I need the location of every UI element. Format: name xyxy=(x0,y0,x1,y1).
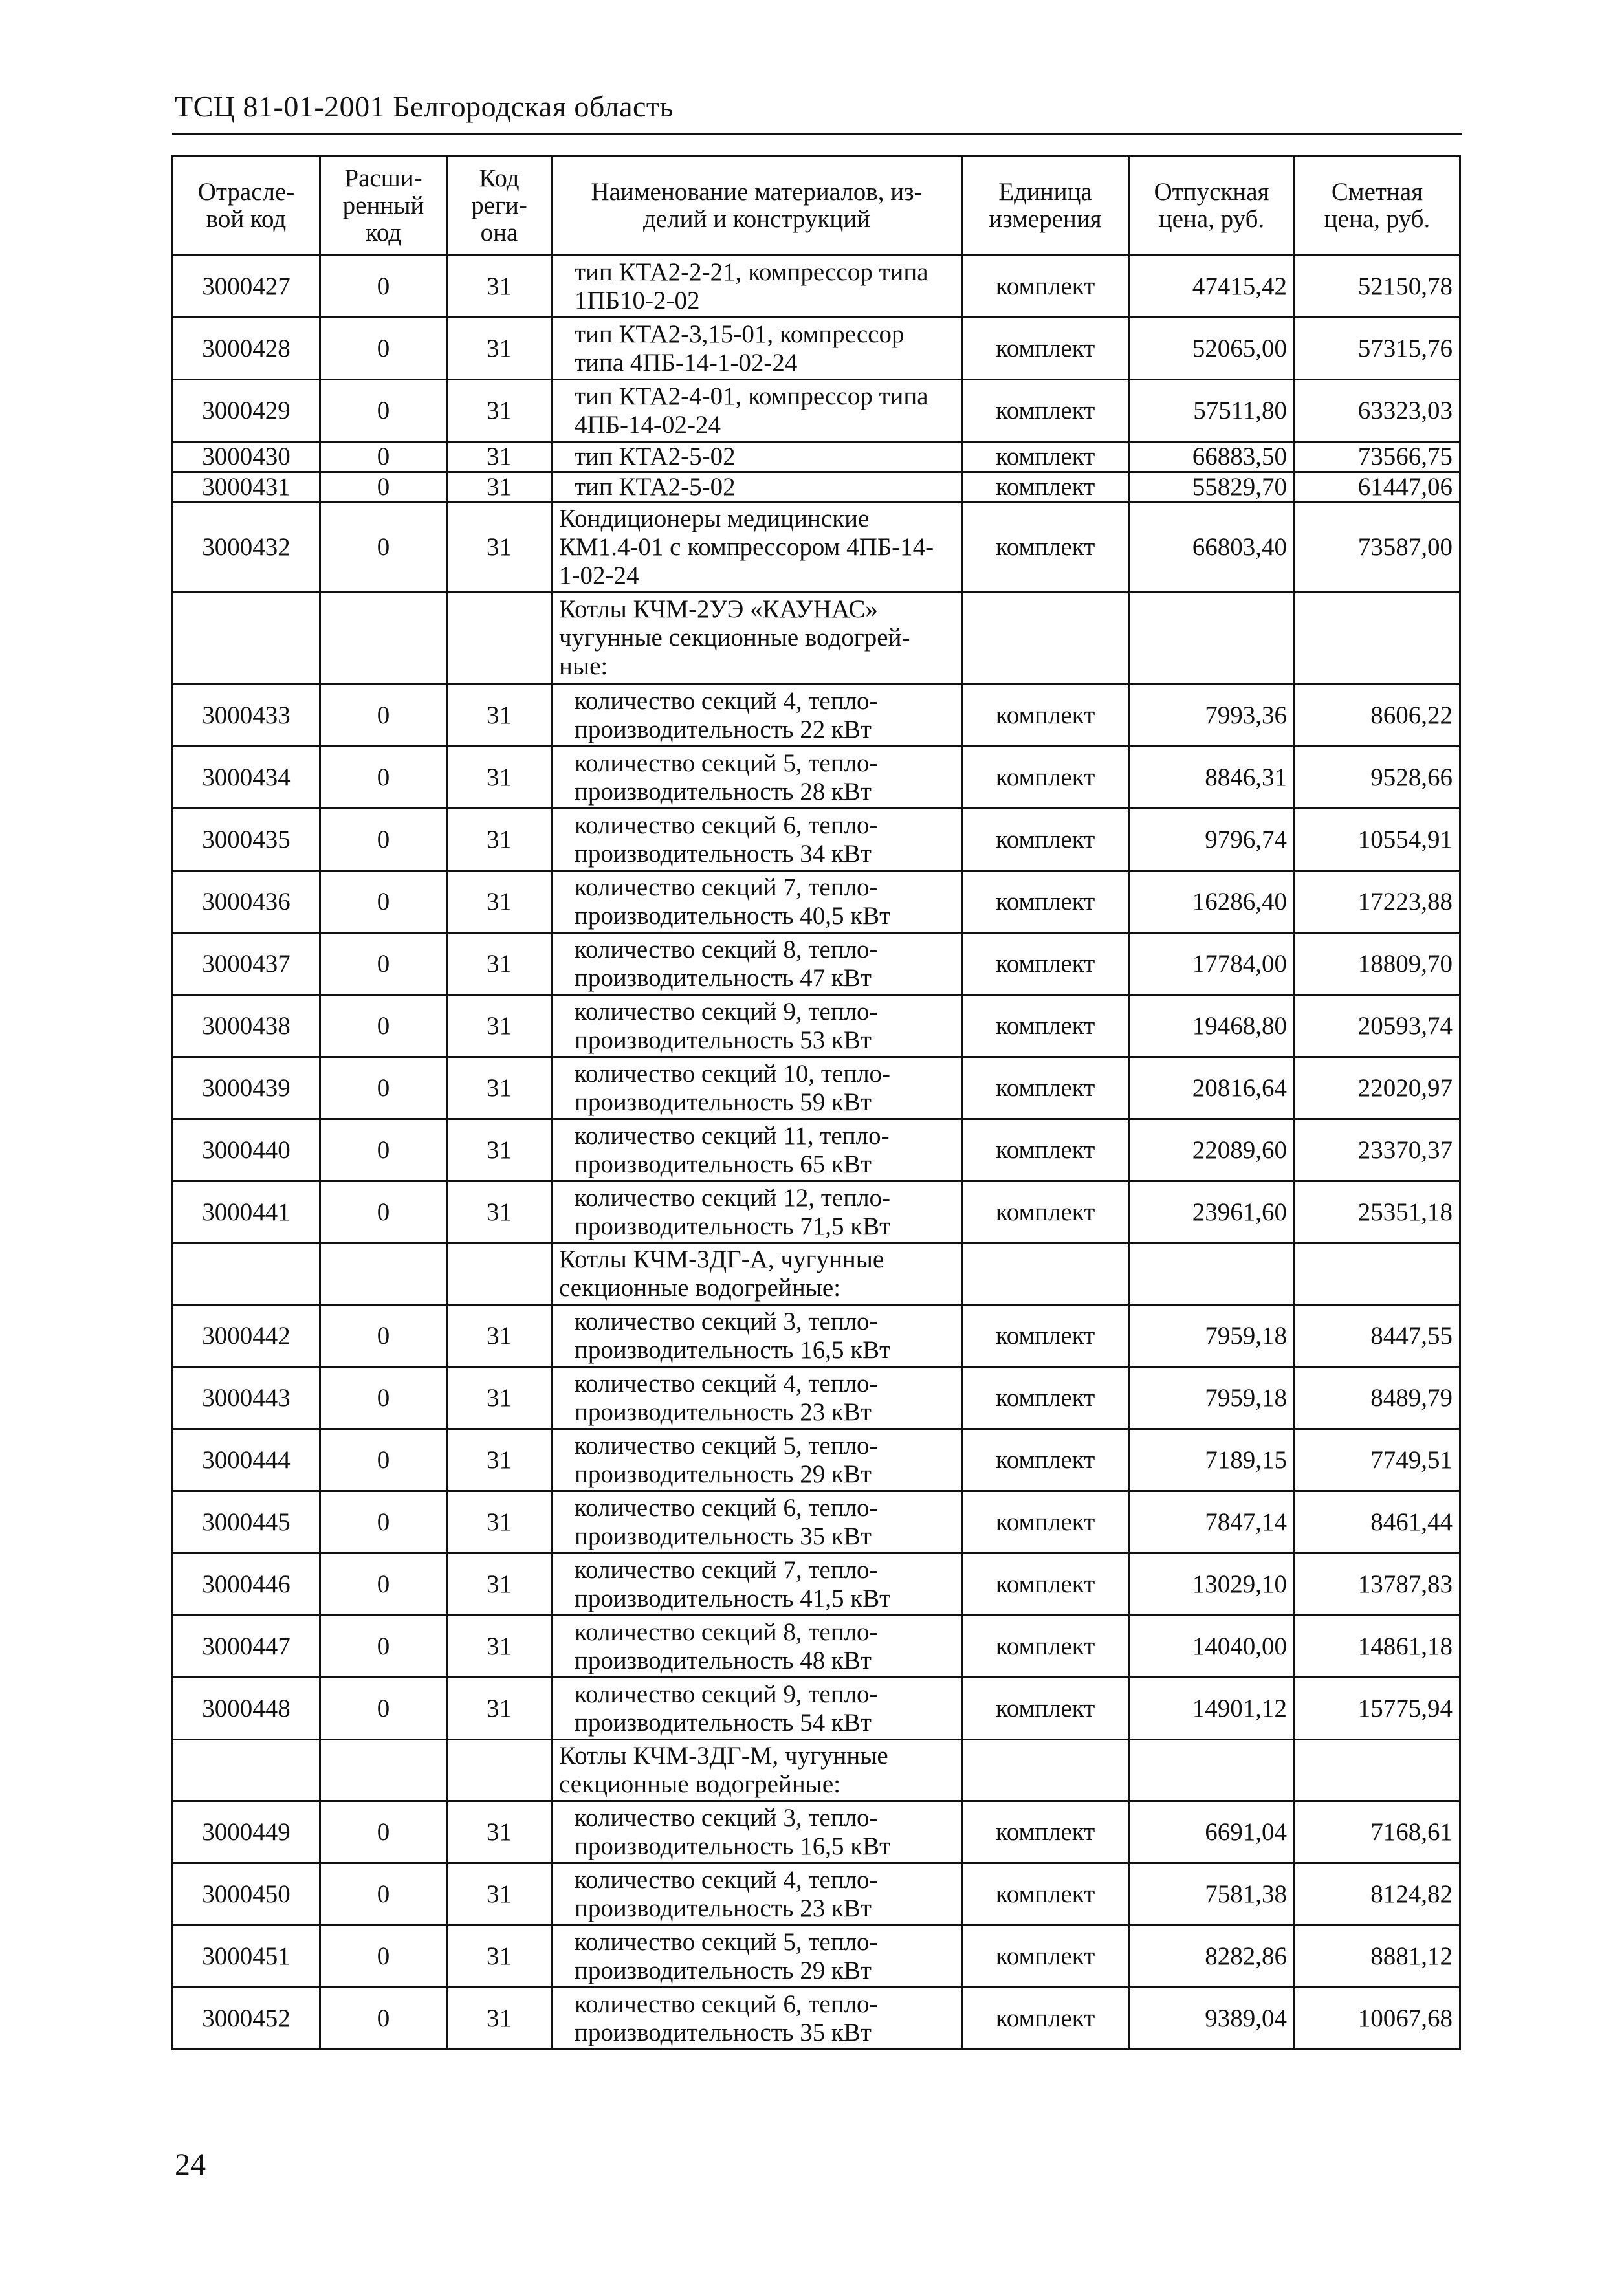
cell-extended-code: 0 xyxy=(320,442,447,472)
cell-name: тип КТА2-5-02 xyxy=(552,472,962,503)
cell-estimate-price: 73566,75 xyxy=(1295,442,1460,472)
cell-release-price: 22089,60 xyxy=(1129,1119,1295,1181)
cell-region-code: 31 xyxy=(447,995,552,1057)
cell-name: тип КТА2-4-01, компрессор типа 4ПБ-14-02-24 xyxy=(552,380,962,442)
table-row xyxy=(173,747,1460,809)
cell-release-price: 13029,10 xyxy=(1129,1553,1295,1616)
table-row xyxy=(173,1181,1460,1244)
cell-release-price: 23961,60 xyxy=(1129,1181,1295,1244)
cell-extended-code: 0 xyxy=(320,747,447,809)
cell-release-price: 19468,80 xyxy=(1129,995,1295,1057)
cell-estimate-price: 23370,37 xyxy=(1295,1119,1460,1181)
cell-extended-code: 0 xyxy=(320,1863,447,1925)
table-group-row xyxy=(173,1740,1460,1801)
cell-region-code xyxy=(447,1244,552,1305)
cell-estimate-price: 10554,91 xyxy=(1295,809,1460,871)
cell-industry-code xyxy=(173,1740,320,1801)
table-row xyxy=(173,1801,1460,1863)
cell-release-price: 52065,00 xyxy=(1129,318,1295,380)
cell-name: количество секций 6, тепло-производительность 35 кВт xyxy=(552,1988,962,2050)
cell-region-code: 31 xyxy=(447,685,552,747)
cell-industry-code xyxy=(173,1244,320,1305)
cell-name: количество секций 10, тепло-производительность 59 кВт xyxy=(552,1057,962,1119)
cell-release-price xyxy=(1129,592,1295,685)
table-row xyxy=(173,1925,1460,1988)
cell-region-code: 31 xyxy=(447,933,552,995)
cell-extended-code: 0 xyxy=(320,1801,447,1863)
cell-extended-code xyxy=(320,592,447,685)
cell-extended-code: 0 xyxy=(320,995,447,1057)
cell-estimate-price: 57315,76 xyxy=(1295,318,1460,380)
table-row xyxy=(173,995,1460,1057)
cell-industry-code: 3000445 xyxy=(173,1491,320,1553)
cell-unit: комплект xyxy=(962,1491,1129,1553)
cell-estimate-price xyxy=(1295,1740,1460,1801)
cell-name: количество секций 11, тепло-производительность 65 кВт xyxy=(552,1119,962,1181)
cell-release-price: 9389,04 xyxy=(1129,1988,1295,2050)
cell-region-code: 31 xyxy=(447,1429,552,1491)
cell-extended-code: 0 xyxy=(320,1181,447,1244)
cell-estimate-price: 14861,18 xyxy=(1295,1616,1460,1678)
cell-region-code: 31 xyxy=(447,1616,552,1678)
cell-extended-code: 0 xyxy=(320,1057,447,1119)
table-row xyxy=(173,1553,1460,1616)
cell-region-code: 31 xyxy=(447,871,552,933)
cell-region-code: 31 xyxy=(447,747,552,809)
cell-release-price: 7959,18 xyxy=(1129,1305,1295,1367)
cell-estimate-price: 22020,97 xyxy=(1295,1057,1460,1119)
cell-release-price: 14901,12 xyxy=(1129,1678,1295,1740)
cell-release-price: 8282,86 xyxy=(1129,1925,1295,1988)
cell-industry-code: 3000448 xyxy=(173,1678,320,1740)
cell-estimate-price: 63323,03 xyxy=(1295,380,1460,442)
cell-region-code: 31 xyxy=(447,472,552,503)
cell-unit: комплект xyxy=(962,1863,1129,1925)
cell-estimate-price: 7749,51 xyxy=(1295,1429,1460,1491)
cell-region-code: 31 xyxy=(447,1057,552,1119)
cell-estimate-price: 73587,00 xyxy=(1295,503,1460,592)
cell-extended-code: 0 xyxy=(320,380,447,442)
column-header-estimate-price: Сметная цена, руб. xyxy=(1295,157,1460,256)
cell-region-code: 31 xyxy=(447,503,552,592)
cell-name: количество секций 9, тепло-производительность 53 кВт xyxy=(552,995,962,1057)
cell-extended-code: 0 xyxy=(320,503,447,592)
cell-name: тип КТА2-5-02 xyxy=(552,442,962,472)
cell-unit xyxy=(962,1244,1129,1305)
cell-release-price: 7993,36 xyxy=(1129,685,1295,747)
cell-industry-code: 3000440 xyxy=(173,1119,320,1181)
cell-extended-code: 0 xyxy=(320,1305,447,1367)
table-row xyxy=(173,1367,1460,1429)
cell-extended-code xyxy=(320,1740,447,1801)
cell-industry-code: 3000433 xyxy=(173,685,320,747)
cell-extended-code: 0 xyxy=(320,1119,447,1181)
cell-unit: комплект xyxy=(962,1925,1129,1988)
cell-unit: комплект xyxy=(962,1119,1129,1181)
cell-release-price: 66803,40 xyxy=(1129,503,1295,592)
table-group-row xyxy=(173,1244,1460,1305)
cell-region-code: 31 xyxy=(447,1988,552,2050)
cell-unit: комплект xyxy=(962,1988,1129,2050)
cell-unit: комплект xyxy=(962,256,1129,318)
cell-industry-code: 3000449 xyxy=(173,1801,320,1863)
cell-region-code: 31 xyxy=(447,1925,552,1988)
table-row xyxy=(173,1616,1460,1678)
cell-extended-code: 0 xyxy=(320,1367,447,1429)
cell-unit: комплект xyxy=(962,747,1129,809)
cell-region-code: 31 xyxy=(447,1678,552,1740)
column-header-unit: Единица измерения xyxy=(962,157,1129,256)
column-header-region-code: Код реги- она xyxy=(447,157,552,256)
cell-unit: комплект xyxy=(962,472,1129,503)
cell-release-price: 20816,64 xyxy=(1129,1057,1295,1119)
cell-unit: комплект xyxy=(962,318,1129,380)
cell-unit: комплект xyxy=(962,809,1129,871)
cell-estimate-price: 17223,88 xyxy=(1295,871,1460,933)
table-row xyxy=(173,809,1460,871)
cell-estimate-price: 10067,68 xyxy=(1295,1988,1460,2050)
table-row xyxy=(173,1988,1460,2050)
cell-name: Котлы КЧМ-3ДГ-М, чугунные секционные водогрейные: xyxy=(552,1740,962,1801)
cell-release-price xyxy=(1129,1740,1295,1801)
table-row xyxy=(173,380,1460,442)
cell-extended-code: 0 xyxy=(320,809,447,871)
cell-name: количество секций 9, тепло-производительность 54 кВт xyxy=(552,1678,962,1740)
cell-industry-code: 3000441 xyxy=(173,1181,320,1244)
cell-industry-code: 3000432 xyxy=(173,503,320,592)
cell-release-price: 57511,80 xyxy=(1129,380,1295,442)
cell-region-code: 31 xyxy=(447,256,552,318)
cell-name: количество секций 6, тепло-производительность 34 кВт xyxy=(552,809,962,871)
cell-extended-code: 0 xyxy=(320,1553,447,1616)
cell-name: количество секций 8, тепло-производительность 48 кВт xyxy=(552,1616,962,1678)
cell-name: количество секций 4, тепло-производительность 23 кВт xyxy=(552,1367,962,1429)
cell-release-price: 9796,74 xyxy=(1129,809,1295,871)
cell-estimate-price: 8447,55 xyxy=(1295,1305,1460,1367)
table-row xyxy=(173,472,1460,503)
cell-estimate-price: 9528,66 xyxy=(1295,747,1460,809)
cell-estimate-price: 8606,22 xyxy=(1295,685,1460,747)
cell-industry-code: 3000434 xyxy=(173,747,320,809)
header-rule xyxy=(172,133,1462,135)
cell-name: тип КТА2-2-21, компрессор типа 1ПБ10-2-02 xyxy=(552,256,962,318)
cell-name: Котлы КЧМ-2УЭ «КАУНАС» чугунные секционные водогрей-ные: xyxy=(552,592,962,685)
cell-release-price: 7581,38 xyxy=(1129,1863,1295,1925)
cell-unit xyxy=(962,592,1129,685)
cell-name: количество секций 4, тепло-производительность 22 кВт xyxy=(552,685,962,747)
cell-industry-code: 3000444 xyxy=(173,1429,320,1491)
cell-extended-code xyxy=(320,1244,447,1305)
cell-name: количество секций 12, тепло-производительность 71,5 кВт xyxy=(552,1181,962,1244)
cell-region-code: 31 xyxy=(447,1305,552,1367)
cell-unit: комплект xyxy=(962,380,1129,442)
cell-unit xyxy=(962,1740,1129,1801)
cell-industry-code: 3000429 xyxy=(173,380,320,442)
cell-name: количество секций 3, тепло-производительность 16,5 кВт xyxy=(552,1305,962,1367)
cell-unit: комплект xyxy=(962,442,1129,472)
cell-estimate-price: 8881,12 xyxy=(1295,1925,1460,1988)
cell-extended-code: 0 xyxy=(320,256,447,318)
cell-unit: комплект xyxy=(962,1181,1129,1244)
cell-name: Кондиционеры медицинские КМ1.4-01 с компрессором 4ПБ-14-1-02-24 xyxy=(552,503,962,592)
cell-unit: комплект xyxy=(962,1801,1129,1863)
column-header-name: Наименование материалов, из- делий и конструкций xyxy=(552,157,962,256)
cell-release-price: 7959,18 xyxy=(1129,1367,1295,1429)
cell-unit: комплект xyxy=(962,1057,1129,1119)
cell-region-code: 31 xyxy=(447,1181,552,1244)
cell-industry-code: 3000428 xyxy=(173,318,320,380)
cell-extended-code: 0 xyxy=(320,1491,447,1553)
cell-release-price: 66883,50 xyxy=(1129,442,1295,472)
cell-estimate-price: 13787,83 xyxy=(1295,1553,1460,1616)
cell-region-code: 31 xyxy=(447,380,552,442)
table-row xyxy=(173,318,1460,380)
cell-name: количество секций 7, тепло-производительность 40,5 кВт xyxy=(552,871,962,933)
cell-region-code: 31 xyxy=(447,1553,552,1616)
cell-region-code: 31 xyxy=(447,1491,552,1553)
table-row xyxy=(173,933,1460,995)
cell-unit: комплект xyxy=(962,933,1129,995)
cell-release-price: 8846,31 xyxy=(1129,747,1295,809)
cell-unit: комплект xyxy=(962,685,1129,747)
table-row xyxy=(173,685,1460,747)
cell-region-code: 31 xyxy=(447,442,552,472)
cell-estimate-price: 18809,70 xyxy=(1295,933,1460,995)
cell-name: количество секций 8, тепло-производительность 47 кВт xyxy=(552,933,962,995)
cell-unit: комплект xyxy=(962,1553,1129,1616)
table-row xyxy=(173,1429,1460,1491)
cell-extended-code: 0 xyxy=(320,1988,447,2050)
page-header-title: ТСЦ 81-01-2001 Белгородская область xyxy=(175,90,674,123)
cell-release-price: 14040,00 xyxy=(1129,1616,1295,1678)
cell-release-price: 7847,14 xyxy=(1129,1491,1295,1553)
cell-extended-code: 0 xyxy=(320,318,447,380)
cell-industry-code: 3000435 xyxy=(173,809,320,871)
cell-release-price: 17784,00 xyxy=(1129,933,1295,995)
cell-industry-code xyxy=(173,592,320,685)
cell-extended-code: 0 xyxy=(320,1678,447,1740)
cell-extended-code: 0 xyxy=(320,472,447,503)
cell-name: количество секций 5, тепло-производительность 29 кВт xyxy=(552,1925,962,1988)
cell-region-code: 31 xyxy=(447,1863,552,1925)
cell-region-code xyxy=(447,592,552,685)
table-row xyxy=(173,503,1460,592)
cell-estimate-price: 8124,82 xyxy=(1295,1863,1460,1925)
cell-extended-code: 0 xyxy=(320,1925,447,1988)
table-group-row xyxy=(173,592,1460,685)
cell-industry-code: 3000452 xyxy=(173,1988,320,2050)
cell-region-code: 31 xyxy=(447,1119,552,1181)
cell-industry-code: 3000439 xyxy=(173,1057,320,1119)
cell-region-code: 31 xyxy=(447,809,552,871)
cell-industry-code: 3000451 xyxy=(173,1925,320,1988)
cell-region-code xyxy=(447,1740,552,1801)
cell-unit: комплект xyxy=(962,503,1129,592)
cell-industry-code: 3000437 xyxy=(173,933,320,995)
cell-estimate-price: 15775,94 xyxy=(1295,1678,1460,1740)
cell-estimate-price xyxy=(1295,1244,1460,1305)
cell-region-code: 31 xyxy=(447,1367,552,1429)
table-row xyxy=(173,256,1460,318)
cell-industry-code: 3000427 xyxy=(173,256,320,318)
cell-unit: комплект xyxy=(962,1678,1129,1740)
cell-name: количество секций 6, тепло-производительность 35 кВт xyxy=(552,1491,962,1553)
cell-release-price: 7189,15 xyxy=(1129,1429,1295,1491)
column-header-release-price: Отпускная цена, руб. xyxy=(1129,157,1295,256)
cell-industry-code: 3000447 xyxy=(173,1616,320,1678)
cell-estimate-price: 8461,44 xyxy=(1295,1491,1460,1553)
cell-estimate-price: 8489,79 xyxy=(1295,1367,1460,1429)
cell-name: количество секций 3, тепло-производительность 16,5 кВт xyxy=(552,1801,962,1863)
cell-extended-code: 0 xyxy=(320,1616,447,1678)
table-row xyxy=(173,871,1460,933)
table-row xyxy=(173,1305,1460,1367)
cell-unit: комплект xyxy=(962,1429,1129,1491)
cell-release-price: 55829,70 xyxy=(1129,472,1295,503)
cell-estimate-price: 52150,78 xyxy=(1295,256,1460,318)
cell-extended-code: 0 xyxy=(320,1429,447,1491)
cell-industry-code: 3000430 xyxy=(173,442,320,472)
cell-release-price xyxy=(1129,1244,1295,1305)
cell-name: количество секций 7, тепло-производительность 41,5 кВт xyxy=(552,1553,962,1616)
cell-unit: комплект xyxy=(962,1305,1129,1367)
table-row xyxy=(173,1863,1460,1925)
cell-industry-code: 3000446 xyxy=(173,1553,320,1616)
table-row xyxy=(173,1119,1460,1181)
cell-release-price: 6691,04 xyxy=(1129,1801,1295,1863)
cell-name: количество секций 5, тепло-производительность 29 кВт xyxy=(552,1429,962,1491)
cell-name: Котлы КЧМ-3ДГ-А, чугунные секционные водогрейные: xyxy=(552,1244,962,1305)
page-number: 24 xyxy=(175,2147,206,2182)
cell-unit: комплект xyxy=(962,871,1129,933)
cell-estimate-price xyxy=(1295,592,1460,685)
price-table xyxy=(171,155,1461,2050)
cell-estimate-price: 61447,06 xyxy=(1295,472,1460,503)
cell-region-code: 31 xyxy=(447,1801,552,1863)
cell-industry-code: 3000443 xyxy=(173,1367,320,1429)
table-row xyxy=(173,442,1460,472)
cell-industry-code: 3000436 xyxy=(173,871,320,933)
cell-unit: комплект xyxy=(962,1616,1129,1678)
cell-name: количество секций 5, тепло-производительность 28 кВт xyxy=(552,747,962,809)
column-header-extended-code: Расши- ренный код xyxy=(320,157,447,256)
cell-extended-code: 0 xyxy=(320,933,447,995)
cell-unit: комплект xyxy=(962,995,1129,1057)
column-header-industry-code: Отрасле- вой код xyxy=(173,157,320,256)
table-header-row xyxy=(173,157,1460,256)
cell-industry-code: 3000438 xyxy=(173,995,320,1057)
table-row xyxy=(173,1491,1460,1553)
cell-estimate-price: 7168,61 xyxy=(1295,1801,1460,1863)
cell-unit: комплект xyxy=(962,1367,1129,1429)
cell-name: количество секций 4, тепло-производительность 23 кВт xyxy=(552,1863,962,1925)
table-body xyxy=(173,256,1460,2050)
cell-industry-code: 3000442 xyxy=(173,1305,320,1367)
cell-industry-code: 3000450 xyxy=(173,1863,320,1925)
cell-industry-code: 3000431 xyxy=(173,472,320,503)
cell-region-code: 31 xyxy=(447,318,552,380)
cell-estimate-price: 20593,74 xyxy=(1295,995,1460,1057)
cell-release-price: 16286,40 xyxy=(1129,871,1295,933)
table-row xyxy=(173,1678,1460,1740)
cell-name: тип КТА2-3,15-01, компрессор типа 4ПБ-14-1-02-24 xyxy=(552,318,962,380)
cell-estimate-price: 25351,18 xyxy=(1295,1181,1460,1244)
cell-release-price: 47415,42 xyxy=(1129,256,1295,318)
cell-extended-code: 0 xyxy=(320,871,447,933)
table-row xyxy=(173,1057,1460,1119)
cell-extended-code: 0 xyxy=(320,685,447,747)
